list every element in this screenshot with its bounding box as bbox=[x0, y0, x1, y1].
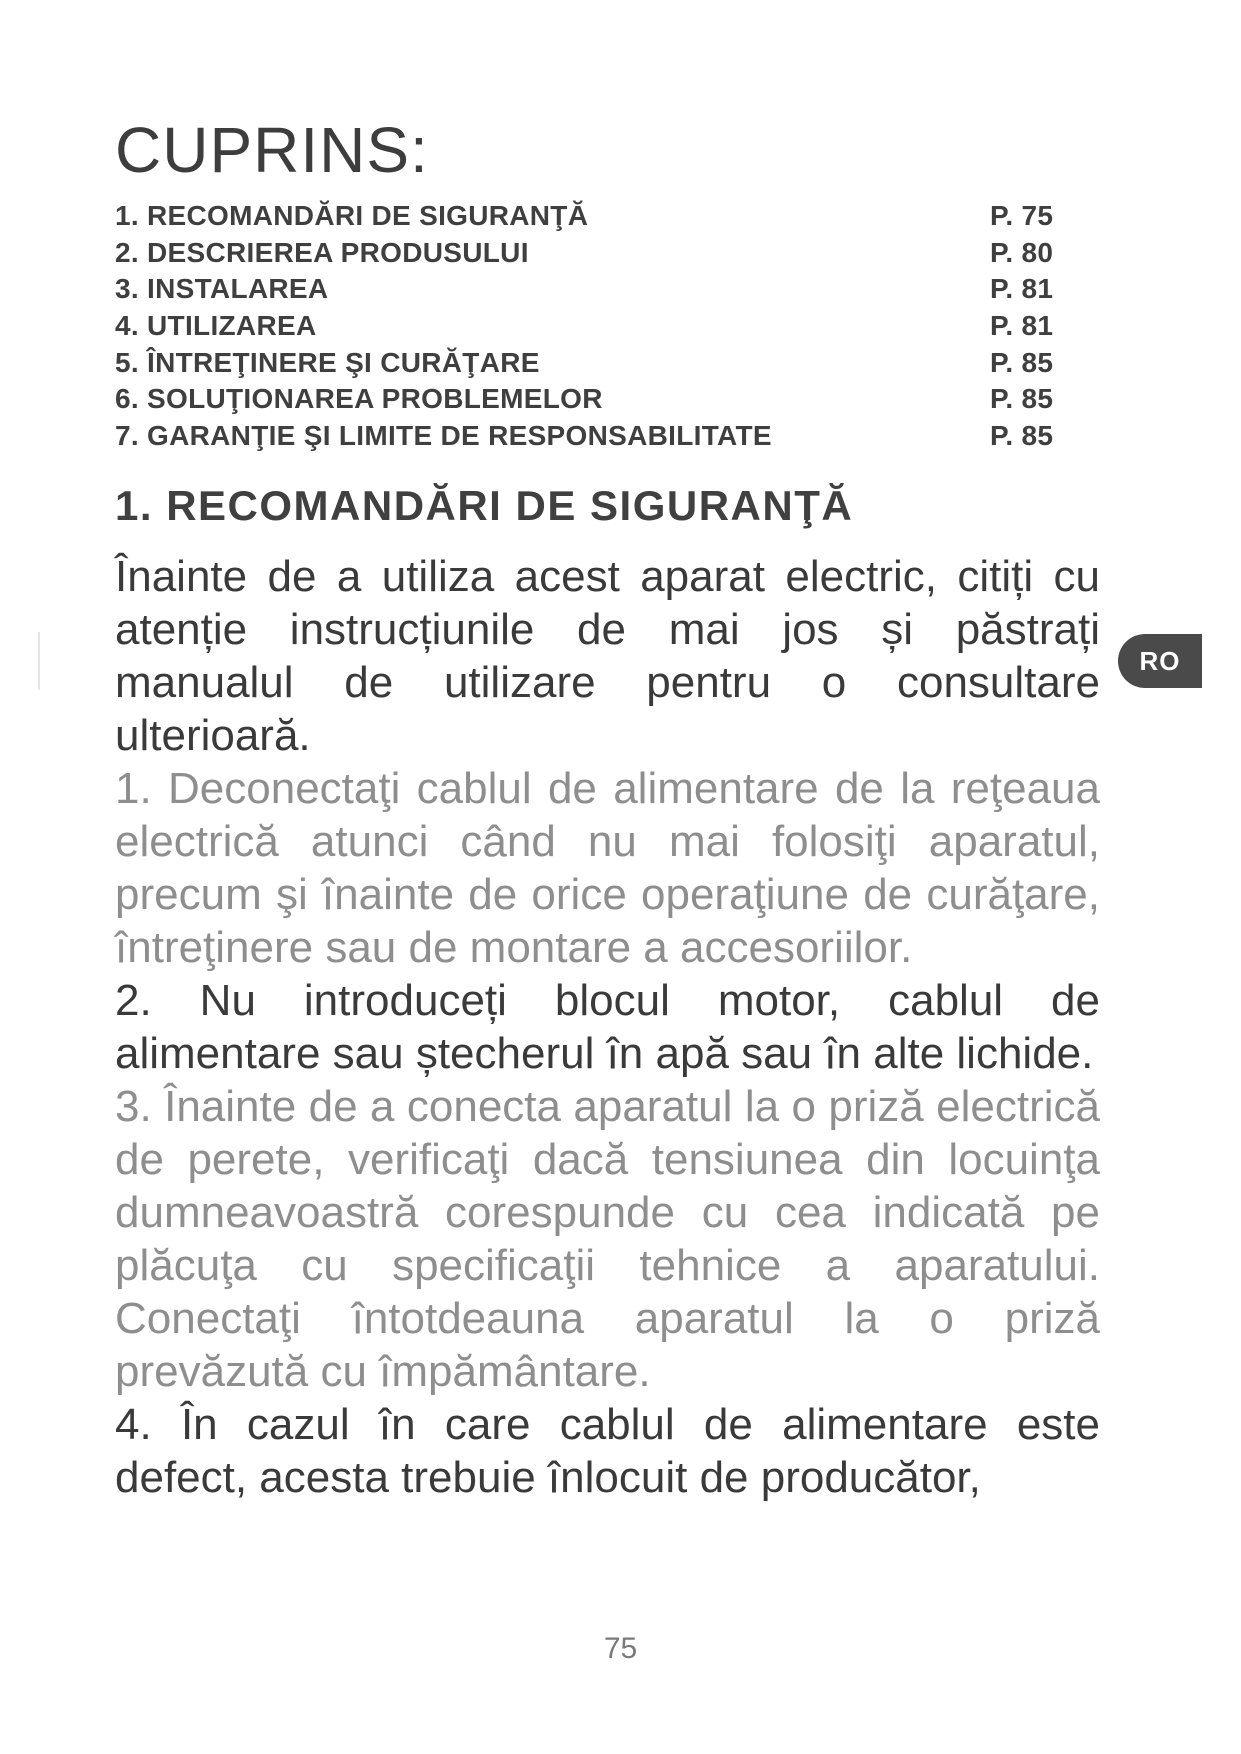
safety-item: 1. Deconectaţi cablul de alimentare de la reţeaua electrică atunci când nu mai folosiţi aparatul, precum şi înainte de orice operaţiune de curăţare, întreţinere sau de montare a accesoriilor. bbox=[115, 764, 1100, 972]
toc-entry-page: P. 85 bbox=[990, 383, 1054, 415]
page-number: 75 bbox=[603, 1632, 638, 1665]
toc-entry[interactable] bbox=[115, 383, 1070, 420]
toc-entry[interactable] bbox=[115, 237, 1070, 274]
language-tab[interactable]: RO bbox=[1118, 634, 1202, 688]
toc-entry-page: P. 81 bbox=[990, 310, 1054, 342]
intro-paragraph: Înainte de a utiliza acest aparat electric, citiți cu atenție instrucțiunile de mai jos și păstrați manualul de utilizare pentru o consultare ulterioară. bbox=[115, 552, 1100, 760]
toc-entry-label: 2. DESCRIEREA PRODUSULUI bbox=[115, 236, 529, 268]
page-title: CUPRINS: bbox=[115, 114, 429, 186]
section-heading: 1. RECOMANDĂRI DE SIGURANŢĂ bbox=[115, 482, 854, 529]
toc-entry[interactable] bbox=[115, 200, 1070, 237]
toc-entry[interactable] bbox=[115, 347, 1070, 384]
toc-entry-label: 5. ÎNTREŢINERE ŞI CURĂŢARE bbox=[115, 346, 540, 378]
safety-item: 4. În cazul în care cablul de alimentare este defect, acesta trebuie înlocuit de producător, bbox=[115, 1400, 1100, 1502]
toc-entry[interactable] bbox=[115, 310, 1070, 347]
toc-entry[interactable] bbox=[115, 420, 1070, 457]
toc-entry-label: 3. INSTALAREA bbox=[115, 273, 329, 305]
toc-entry-page: P. 85 bbox=[990, 420, 1054, 452]
toc-entry-label: 4. UTILIZAREA bbox=[115, 310, 317, 342]
toc-entry[interactable] bbox=[115, 273, 1070, 310]
toc-entry-label: 1. RECOMANDĂRI DE SIGURANŢĂ bbox=[115, 200, 589, 231]
toc-entry-page: P. 85 bbox=[990, 346, 1054, 378]
safety-item: 3. Înainte de a conecta aparatul la o priză electrică de perete, verificaţi dacă tensiunea din locuinţa dumneavoastră corespunde cu cea indicată pe plăcuţa cu specificaţii tehnice a aparatului. Conectaţi întotdeauna aparatul la o priză prevăzută cu împământare. bbox=[115, 1082, 1100, 1396]
table-of-contents bbox=[115, 200, 1070, 457]
toc-entry-label: 7. GARANŢIE ŞI LIMITE DE RESPONSABILITATE bbox=[115, 420, 772, 452]
toc-entry-label: 6. SOLUŢIONAREA PROBLEMELOR bbox=[115, 383, 603, 415]
safety-item: 2. Nu introduceți blocul motor, cablul de alimentare sau ștecherul în apă sau în alte lichide. bbox=[115, 976, 1100, 1078]
margin-divider bbox=[38, 632, 40, 690]
section-body bbox=[115, 550, 1100, 1504]
toc-entry-page: P. 75 bbox=[990, 200, 1054, 231]
toc-entry-page: P. 80 bbox=[990, 236, 1054, 268]
toc-entry-page: P. 81 bbox=[990, 273, 1054, 305]
